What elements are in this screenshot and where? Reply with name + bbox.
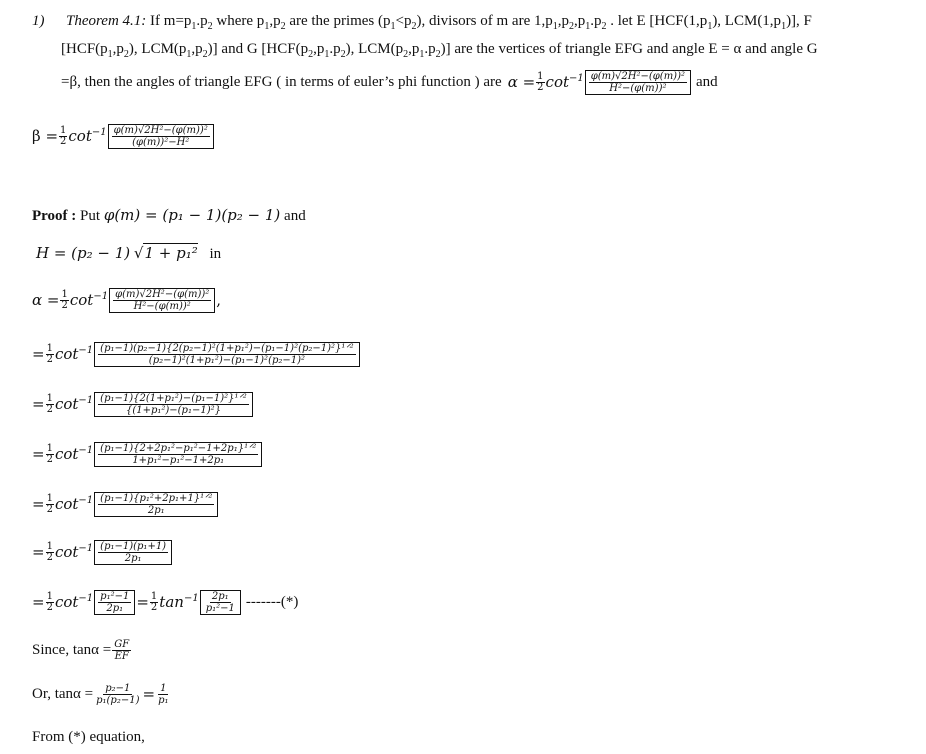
from-line	[32, 728, 145, 746]
step-4-numerator: (p₁−1){2+2p₁²−p₁²−1+2p₁}¹ᐟ²	[100, 442, 257, 454]
from-text: From (*) equation,	[32, 729, 145, 745]
step-5: = $\frac{1}{2}$ $\cot^{-1}$ $\frac{\text{(p₁−1)\{p₁²+2p₁+1\}¹ᐟ²}}{\text{2p₁}}$	[32, 486, 219, 522]
theorem-line-3-suffix: and	[696, 74, 718, 90]
proof-put: Put	[80, 208, 101, 224]
step-6-denominator: 2p₁	[124, 552, 142, 564]
h-definition: H = (p₂ − 1)	[36, 244, 131, 262]
alpha-numerator: φ(m)√2H²−(φ(m))²	[590, 70, 685, 82]
theorem-line-1	[32, 12, 812, 30]
step-6: = $\frac{1}{2}$ $\cot^{-1}$ $\frac{\text{(p₁−1)(p₁+1)}}{\text{2p₁}}$	[32, 534, 173, 570]
h-definition-line: H = (p₂ − 1) √1 + p₁² in	[36, 244, 222, 262]
step-7-numerator: p₁²−1	[100, 590, 130, 602]
step-7: = $\frac{1}{2}$ $\cot^{-1}$ $\frac{\text{p₁²−1}}{\text{2p₁}}$ = $\frac{1}{2}$ $\tan^{-1}$ $\frac{\text{2p₁}}{\text{p₁²−1}}$ -------(*)	[32, 590, 299, 614]
or-numerator-2: 1	[160, 682, 167, 694]
step-3-denominator: {(1+p₁²)−(p₁−1)²}	[125, 404, 221, 416]
step-4-denominator: 1+p₁²−p₁²−1+2p₁	[132, 454, 225, 466]
step-6-numerator: (p₁−1)(p₁+1)	[100, 540, 167, 552]
step-7-tan-denominator: p₁²−1	[205, 602, 235, 614]
beta-formula: β = $\frac{1}{2}$ $\cot^{-1}$ $\frac{\text{φ(m)√2H²−(φ(m))²}}{\text{(φ(m))²−H²}}$	[32, 118, 215, 154]
step-4: = $\frac{1}{2}$ $\cot^{-1}$ $\frac{\text{(p₁−1)\{2+2p₁²−p₁²−1+2p₁\}¹ᐟ²}}{\text{1+p₁²−p₁²−1+2p₁}}$	[32, 436, 263, 472]
since-text: Since, tanα =	[32, 642, 112, 658]
step-7-tan-numerator: 2p₁	[211, 590, 229, 602]
half-fraction: $\frac{1}{2}$	[537, 70, 544, 93]
beta-denominator: (φ(m))²−H²	[132, 136, 190, 148]
step-7-denominator: 2p₁	[106, 602, 124, 614]
proof-label: Proof :	[32, 208, 77, 224]
beta-numerator: φ(m)√2H²−(φ(m))²	[113, 124, 208, 136]
step-3: = $\frac{1}{2}$ $\cot^{-1}$ $\frac{\text{(p₁−1)\{2(1+p₁²)−(p₁−1)²\}¹ᐟ²}}{\text{\{(1+p₁²)−(p₁−1)²\}}}$	[32, 386, 254, 422]
or-text: Or, tanα =	[32, 686, 94, 702]
proof-and: and	[284, 208, 306, 224]
or-denominator: p₁(p₂−1)	[96, 694, 140, 706]
step-5-denominator: 2p₁	[147, 504, 165, 516]
since-denominator: EF	[114, 650, 129, 662]
or-denominator-2: p₁	[158, 694, 169, 706]
phi-definition: φ(m) = (p₁ − 1)(p₂ − 1)	[103, 206, 281, 224]
step-1-numerator: φ(m)√2H²−(φ(m))²	[115, 288, 210, 300]
theorem-line-3-prefix: =β, then the angles of triangle EFG ( in terms of euler’s phi function ) are	[61, 74, 502, 90]
theorem-line-3: =β, then the angles of triangle EFG ( in terms of euler’s phi function ) are α = $\frac{1}{2}$ $\cot^{-1}$ $\frac{\text{φ(m)√2H²−(φ(m))²}}{\text{H²−(φ(m))²}}$ and	[61, 70, 718, 94]
step-2: = $\frac{1}{2}$ $\cot^{-1}$ $\frac{\text{(p₁−1)(p₂−1)\{2(p₂−1)²(1+p₁²)−(p₁−1)²(p₂−1)²\}¹ᐟ²}}{\text{(p₂−1)²(1+p₁²)−(p₁−1)²(p₂−1)²}}$	[32, 336, 361, 372]
since-line	[32, 632, 132, 668]
theorem-text-2: [$HCF(p_1,p_2)$, $LCM(p_1,p_2)$] and G [$HCF(p_2,p_1.p_2)$, $LCM(p_2,p_1.p_2)$] are the vertices of triangle EFG and angle E = α and angle G	[61, 41, 818, 60]
step-2-numerator: (p₁−1)(p₂−1){2(p₂−1)²(1+p₁²)−(p₁−1)²(p₂−1)²}¹ᐟ²	[100, 342, 354, 354]
alpha-bracket	[585, 70, 691, 95]
theorem-line-2	[61, 40, 818, 58]
beta-bracket	[108, 124, 214, 149]
step-1: α = $\frac{1}{2}$ $\cot^{-1}$ $\frac{\text{φ(m)√2H²−(φ(m))²}}{\text{H²−(φ(m))²}}$ ,	[32, 288, 222, 312]
or-line: Or, tanα = $\frac{\text{p₂−1}}{\text{p₁(p₂−1)}}$ = $\frac{1}{\text{p₁}}$	[32, 682, 169, 706]
alpha-denominator: H²−(φ(m))²	[609, 82, 667, 94]
theorem-title: Theorem 4.1:	[66, 13, 147, 29]
proof-in: in	[209, 246, 222, 262]
step-3-numerator: (p₁−1){2(1+p₁²)−(p₁−1)²}¹ᐟ²	[100, 392, 247, 404]
step-2-denominator: (p₂−1)²(1+p₁²)−(p₁−1)²(p₂−1)²	[148, 354, 306, 366]
theorem-text-1: If $m=p_1.p_2$ where $p_1,p_2$ are the primes $(p_1<p_2)$, divisors of m are $1,p_1,p_2,p_1.p_2$ . let E [$HCF(1,p_1)$, $LCM(1,p_1)$], F	[150, 13, 812, 32]
step-5-numerator: (p₁−1){p₁²+2p₁+1}¹ᐟ²	[100, 492, 213, 504]
or-numerator: p₂−1	[105, 682, 131, 694]
h-root: 1 + p₁²	[144, 244, 198, 262]
step-1-denominator: H²−(φ(m))²	[133, 300, 191, 312]
step-7-tag: -------(*)	[245, 594, 299, 610]
proof-line	[32, 206, 306, 225]
since-numerator: GF	[114, 638, 130, 650]
theorem-number: 1)	[32, 13, 45, 29]
